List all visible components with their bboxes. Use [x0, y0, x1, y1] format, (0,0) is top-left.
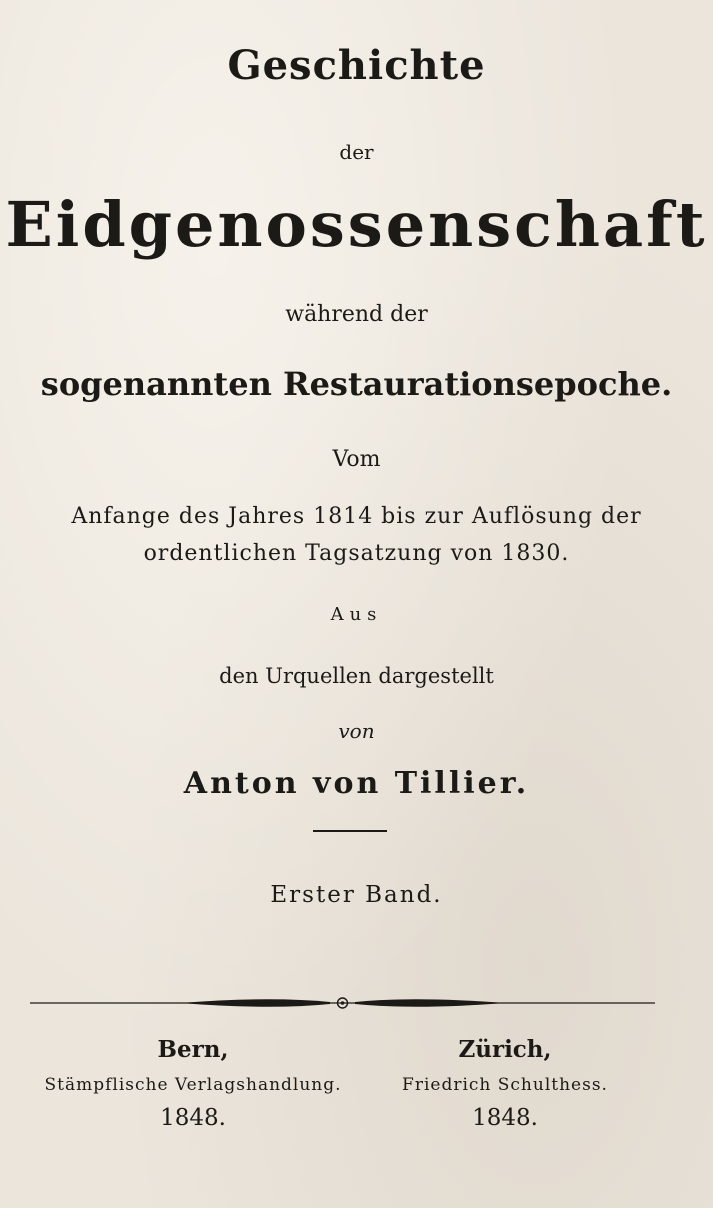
imprint-left-year: 1848.: [160, 1105, 226, 1131]
main-title: Eidgenossenschaft: [5, 188, 708, 261]
volume-label: Erster Band.: [270, 882, 443, 908]
title-line-aus: Aus: [330, 604, 383, 625]
divider-rule: [313, 830, 387, 832]
imprint-right-publisher: Friedrich Schulthess.: [402, 1075, 608, 1095]
title-line-vom: Vom: [332, 447, 381, 472]
imprint-right-year: 1848.: [472, 1105, 538, 1131]
title-line-von: von: [338, 719, 375, 743]
subtitle: sogenannten Restaurationsepoche.: [40, 365, 673, 403]
title-line-der: der: [339, 140, 374, 164]
date-range-line-1: Anfange des Jahres 1814 bis zur Auflösung der: [71, 504, 642, 529]
imprint-left-city: Bern,: [157, 1036, 229, 1063]
title-line-waehrend: während der: [285, 302, 428, 327]
ornamental-divider: [30, 992, 655, 1014]
date-range-line-2: ordentlichen Tagsatzung von 1830.: [143, 541, 570, 566]
title-line-urquellen: den Urquellen dargestellt: [219, 664, 494, 688]
author-name: Anton von Tillier.: [183, 766, 530, 801]
imprint-right-city: Zürich,: [458, 1036, 552, 1063]
imprint-left-publisher: Stämpflische Verlagshandlung.: [44, 1075, 342, 1095]
title-line-geschichte: Geschichte: [227, 42, 486, 89]
